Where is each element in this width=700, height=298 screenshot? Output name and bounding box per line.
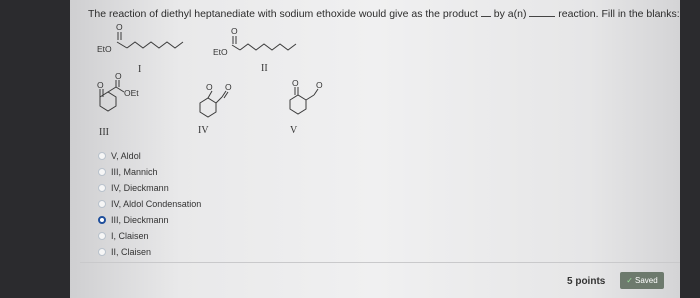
option-label: V, Aldol (111, 151, 141, 161)
question-part-3: reaction. Fill in the blanks: (558, 8, 680, 20)
ring-o-iv: O (206, 82, 213, 92)
option-label: IV, Dieckmann (111, 183, 169, 193)
acyl-o-v: O (316, 80, 323, 90)
option-6[interactable] (98, 228, 201, 244)
ester-o-iii: O (115, 71, 122, 81)
option-label: I, Claisen (111, 231, 149, 241)
radio-button[interactable] (98, 200, 106, 208)
oet-label: OEt (124, 88, 139, 98)
radio-button[interactable] (98, 152, 106, 160)
radio-button[interactable] (98, 248, 106, 256)
points-value: 5 points (567, 276, 606, 287)
carbonyl-o-2: O (231, 26, 238, 36)
radio-button[interactable] (98, 184, 106, 192)
question-part-1: The reaction of diethyl heptanediate with sodium ethoxide would give as the product (88, 8, 478, 20)
saved-badge (620, 272, 664, 289)
structure-label-i: I (138, 64, 142, 75)
answer-options (98, 148, 201, 260)
ketone-o-v: O (292, 78, 299, 88)
structure-label-ii: II (261, 63, 268, 74)
option-4[interactable] (98, 196, 201, 212)
eto-label-2: EtO (213, 47, 228, 57)
eto-label-1: EtO (97, 44, 112, 54)
check-icon: ✓ (626, 276, 633, 285)
option-2[interactable] (98, 164, 201, 180)
radio-button-selected[interactable] (98, 216, 106, 224)
option-5[interactable] (98, 212, 201, 228)
option-3[interactable] (98, 180, 201, 196)
structure-label-v: V (290, 125, 298, 136)
structure-label-iv: IV (198, 125, 209, 136)
carbonyl-o-iv: O (225, 82, 232, 92)
question-part-2: by a(n) (493, 8, 527, 20)
carbonyl-o-1: O (116, 22, 123, 32)
ketone-o-iii: O (97, 80, 104, 90)
structure-label-iii: III (99, 127, 109, 138)
option-label: II, Claisen (111, 247, 152, 257)
option-7[interactable] (98, 244, 201, 260)
radio-button[interactable] (98, 168, 106, 176)
saved-label: Saved (635, 276, 658, 285)
option-label: III, Mannich (111, 167, 158, 177)
radio-button[interactable] (98, 232, 106, 240)
option-label: III, Dieckmann (111, 215, 169, 225)
option-1[interactable] (98, 148, 201, 164)
option-label: IV, Aldol Condensation (111, 199, 202, 209)
footer-divider (80, 262, 680, 263)
